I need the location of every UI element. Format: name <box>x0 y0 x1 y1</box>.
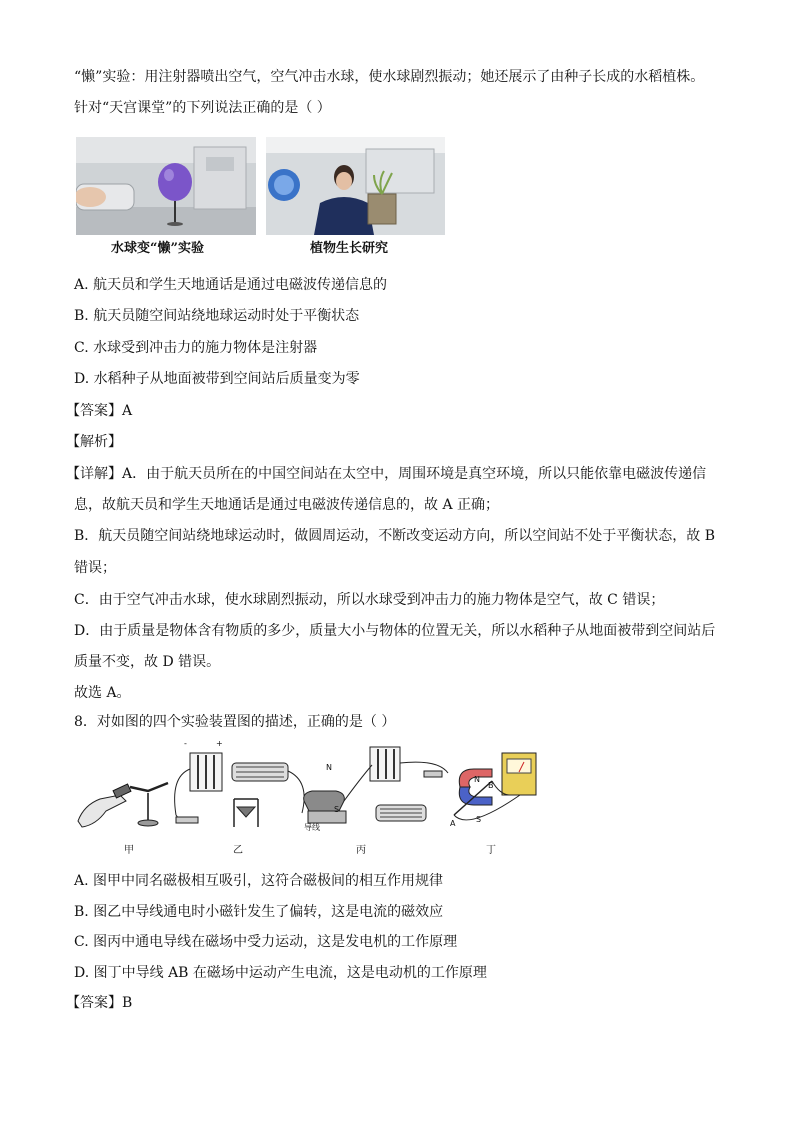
q7-detail-line-1: 【详解】A．由于航天员所在的中国空间站在太空中，周围环境是真空环境，所以只能依靠电磁波传递信 <box>66 466 707 482</box>
q7-option-c: C. 水球受到冲击力的施力物体是注射器 <box>74 340 318 356</box>
q8-option-d: D. 图丁中导线 AB 在磁场中运动产生电流，这是电动机的工作原理 <box>74 965 487 981</box>
q7-detail-line-7: 质量不变，故 D 错误。 <box>74 654 221 670</box>
photo-plant-growth-research <box>266 137 445 235</box>
q7-option-d: D. 水稻种子从地面被带到空间站后质量变为零 <box>74 371 360 387</box>
q7-analysis-title: 【解析】 <box>66 434 122 450</box>
q8-option-c: C. 图丙中通电导线在磁场中受力运动，这是发电机的工作原理 <box>74 934 458 950</box>
q8-apparatus-diagram <box>72 739 542 843</box>
q7-detail-line-3: B．航天员随空间站绕地球运动时，做圆周运动，不断改变运动方向，所以空间站不处于平衡状态，故 B <box>74 528 716 544</box>
q7-detail-line-5: C．由于空气冲击水球，使水球剧烈振动，所以水球受到冲击力的施力物体是空气，故 C 错误； <box>74 592 665 608</box>
wire-label: 导线 <box>304 823 320 832</box>
intro-line-2: 针对“天宫课堂”的下列说法正确的是（ ） <box>74 100 331 116</box>
intro-line-1: “懒”实验：用注射器喷出空气，空气冲击水球，使水球剧烈振动；她还展示了由种子长成的水稻植株。 <box>74 69 705 85</box>
q7-answer: 【答案】A <box>66 403 133 419</box>
diagram-label-yi: 乙 <box>233 845 243 856</box>
q8-stem: 8．对如图的四个实验装置图的描述，正确的是（ ） <box>74 714 396 730</box>
diagram-label-jia: 甲 <box>124 845 134 856</box>
q7-option-a: A. 航天员和学生天地通话是通过电磁波传递信息的 <box>74 277 388 293</box>
q7-option-b: B. 航天员随空间站绕地球运动时处于平衡状态 <box>74 308 360 324</box>
q7-detail-line-2: 息，故航天员和学生天地通话是通过电磁波传递信息的，故 A 正确； <box>74 497 500 513</box>
q7-conclusion: 故选 A。 <box>74 685 131 701</box>
astronaut-plant-illustration <box>266 137 445 235</box>
diagram-label-ding: 丁 <box>486 845 496 856</box>
photo-water-ball-experiment <box>76 137 256 235</box>
q7-detail-line-4: 错误； <box>74 560 116 576</box>
diagram-label-bing: 丙 <box>356 845 366 856</box>
q8-option-b: B. 图乙中导线通电时小磁针发生了偏转，这是电流的磁效应 <box>74 904 444 920</box>
q8-answer: 【答案】B <box>66 995 133 1011</box>
battery-minus-label: - <box>184 739 187 748</box>
q8-option-a: A. 图甲中同名磁极相互吸引，这符合磁极间的相互作用规律 <box>74 873 444 889</box>
water-ball-illustration <box>76 137 256 235</box>
point-b-label: B <box>488 781 494 790</box>
q7-detail-line-6: D．由于质量是物体含有物质的多少，质量大小与物体的位置无关，所以水稻种子从地面被带到空间站后 <box>74 623 716 639</box>
battery-plus-label: + <box>216 739 223 748</box>
caption-water-ball: 水球变“懒”实验 <box>111 241 204 256</box>
ding-north-label: N <box>474 775 480 784</box>
magnet-north-label: N <box>326 763 332 772</box>
magnet-south-label: S <box>334 805 340 814</box>
ding-south-label: S <box>476 815 482 824</box>
point-a-label: A <box>450 819 456 828</box>
caption-plant-growth: 植物生长研究 <box>310 241 389 256</box>
